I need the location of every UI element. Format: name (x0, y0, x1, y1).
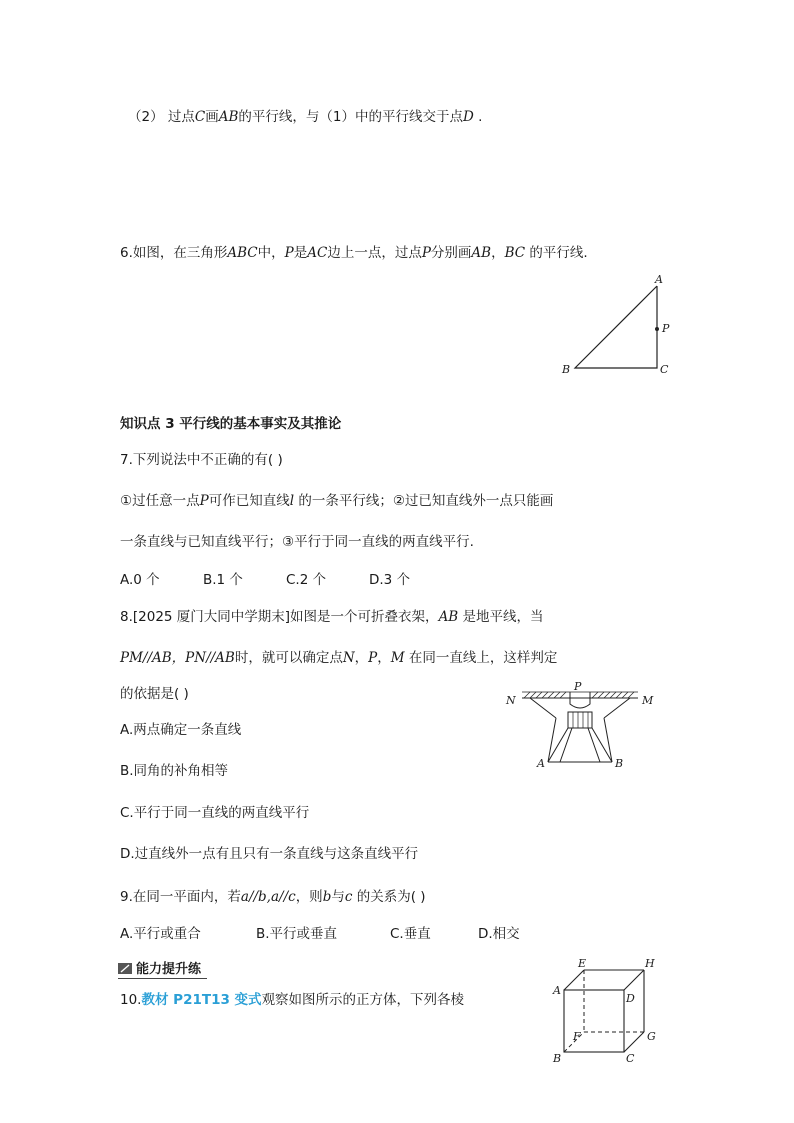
q6-stem: 6.如图，在三角形ABC中，P是AC边上一点，过点P分别画AB，BC 的平行线. (120, 245, 588, 261)
q7-stem: 7.下列说法中不正确的有( ) (120, 452, 283, 468)
cube-figure (548, 956, 666, 1068)
clothes-rack-figure (500, 682, 660, 774)
q7-option-a[interactable]: A.0 个 (120, 572, 160, 588)
label-a: A (553, 984, 561, 997)
segment-ab: AB (218, 109, 239, 125)
q8-option-a[interactable]: A.两点确定一条直线 (120, 722, 242, 738)
point-c: C (194, 109, 206, 125)
q8-stem-line2: PM//AB，PN//AB时，就可以确定点N，P，M 在同一直线上，这样判定 (120, 650, 558, 666)
q7-option-d[interactable]: D.3 个 (369, 572, 411, 588)
q7-statement-line1: ①过任意一点P可作已知直线l 的一条平行线；②过已知直线外一点只能画 (120, 493, 554, 509)
label-d: D (626, 992, 635, 1005)
q8-option-b[interactable]: B.同角的补角相等 (120, 763, 229, 779)
label-m: M (642, 694, 654, 707)
point-d: D (463, 109, 474, 125)
rack-hinge (570, 692, 590, 708)
q9-option-c[interactable]: C.垂直 (390, 926, 431, 942)
q8-option-d[interactable]: D.过直线外一点有且只有一条直线与这条直线平行 (120, 846, 419, 862)
q9-option-d[interactable]: D.相交 (478, 926, 520, 942)
triangle-abc (575, 286, 657, 368)
q9-stem: 9.在同一平面内，若a//b,a//c，则b与c 的关系为( ) (120, 889, 426, 905)
label-p: P (574, 682, 582, 693)
label-b: B (562, 363, 571, 376)
q8-option-c[interactable]: C.平行于同一直线的两直线平行 (120, 805, 310, 821)
q7-option-b[interactable]: B.1 个 (203, 572, 243, 588)
q8-stem-line1: 8.[2025 厦门大同中学期末]如图是一个可折叠衣架，AB 是地平线，当 (120, 609, 544, 625)
q9-option-b[interactable]: B.平行或垂直 (256, 926, 338, 942)
label-b: B (615, 757, 624, 770)
q5-part2: （2） 过点C画AB的平行线，与（1）中的平行线交于点D . (128, 109, 483, 125)
q9-option-a[interactable]: A.平行或重合 (120, 926, 201, 942)
ability-section-tag: 能力提升练 (118, 958, 201, 977)
label-b: B (553, 1052, 562, 1065)
point-p-dot (655, 327, 659, 331)
q7-statement-line2: 一条直线与已知直线平行；③平行于同一直线的两直线平行. (120, 534, 474, 550)
label-h: H (645, 957, 655, 970)
label-p: P (662, 322, 670, 335)
label-a: A (655, 273, 663, 286)
q10-stem: 10.教材 P21T13 变式观察如图所示的正方体，下列各棱 (120, 992, 465, 1008)
label-c: C (626, 1052, 635, 1065)
label-g: G (647, 1030, 656, 1043)
triangle-figure (555, 270, 685, 382)
rack-center-block (568, 712, 592, 728)
textbook-source-tag: 教材 P21T13 变式 (141, 992, 262, 1008)
label-e: E (578, 957, 587, 970)
label-a: A (537, 757, 545, 770)
label-c: C (660, 363, 669, 376)
label-n: N (506, 694, 516, 707)
q7-option-c[interactable]: C.2 个 (286, 572, 327, 588)
pencil-icon (118, 963, 132, 974)
section-heading: 知识点 3 平行线的基本事实及其推论 (120, 416, 342, 432)
label-f: F (573, 1030, 581, 1043)
q8-stem-line3: 的依据是( ) (120, 686, 189, 702)
